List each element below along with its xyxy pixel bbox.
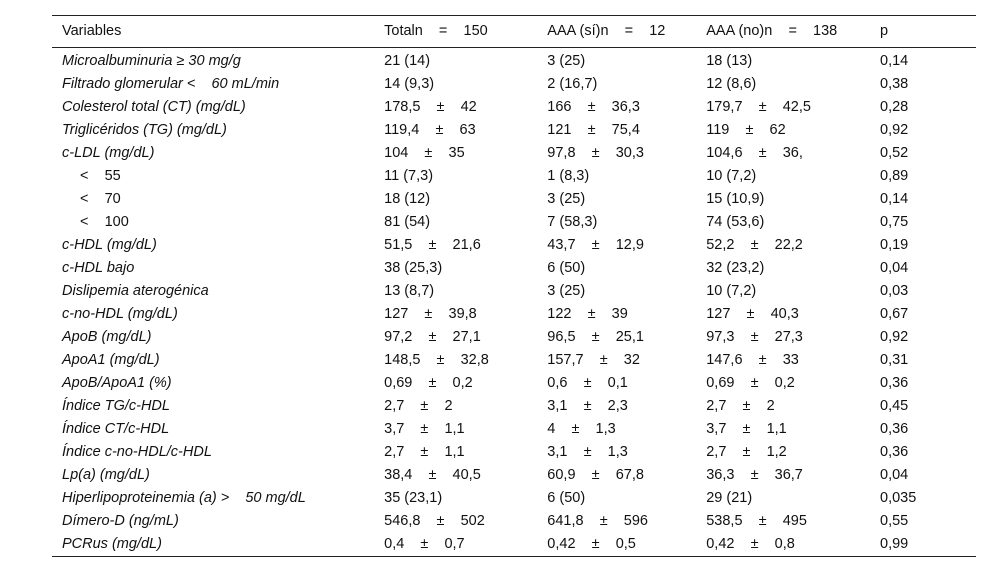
cell-p: 0,14 xyxy=(880,53,909,69)
cell-variable: Filtrado glomerular < 60 mL/min xyxy=(62,76,280,92)
header-total: Totaln = 150 xyxy=(384,23,488,39)
table-row xyxy=(52,418,976,441)
cell-aaa-no: 10 (7,2) xyxy=(706,283,757,299)
cell-variable: Colesterol total (CT) (mg/dL) xyxy=(62,99,246,115)
cell-variable: Microalbuminuria ≥ 30 mg/g xyxy=(62,53,241,69)
table-body xyxy=(52,48,976,557)
cell-variable: Hiperlipoproteinemia (a) > 50 mg/dL xyxy=(62,490,306,506)
cell-aaa-si: 6 (50) xyxy=(547,260,586,276)
cell-aaa-si: 7 (58,3) xyxy=(547,214,598,230)
cell-aaa-no: 18 (13) xyxy=(706,53,753,69)
cell-total: 38 (25,3) xyxy=(384,260,443,276)
cell-p: 0,36 xyxy=(880,421,909,437)
cell-p: 0,03 xyxy=(880,283,909,299)
cell-aaa-si: 641,8 ± 596 xyxy=(547,513,648,529)
cell-aaa-si: 60,9 ± 67,8 xyxy=(547,467,644,483)
cell-aaa-si: 1 (8,3) xyxy=(547,168,590,184)
cell-aaa-no: 2,7 ± 1,2 xyxy=(706,444,787,460)
cell-p: 0,04 xyxy=(880,260,909,276)
table-row xyxy=(52,188,976,211)
cell-p: 0,67 xyxy=(880,306,909,322)
cell-aaa-no: 36,3 ± 36,7 xyxy=(706,467,803,483)
cell-aaa-no: 119 ± 62 xyxy=(706,122,786,138)
table-row xyxy=(52,119,976,142)
cell-total: 35 (23,1) xyxy=(384,490,443,506)
cell-p: 0,89 xyxy=(880,168,909,184)
cell-total: 81 (54) xyxy=(384,214,431,230)
cell-aaa-si: 122 ± 39 xyxy=(547,306,628,322)
cell-total: 178,5 ± 42 xyxy=(384,99,477,115)
cell-total: 0,69 ± 0,2 xyxy=(384,375,473,391)
cell-p: 0,19 xyxy=(880,237,909,253)
cell-total: 546,8 ± 502 xyxy=(384,513,485,529)
table-row xyxy=(52,487,976,510)
table-row xyxy=(52,533,976,557)
cell-aaa-no: 104,6 ± 36, xyxy=(706,145,803,161)
table-row xyxy=(52,464,976,487)
cell-p: 0,14 xyxy=(880,191,909,207)
cell-aaa-no: 74 (53,6) xyxy=(706,214,765,230)
cell-aaa-si: 0,42 ± 0,5 xyxy=(547,536,636,552)
cell-aaa-no: 97,3 ± 27,3 xyxy=(706,329,803,345)
cell-total: 127 ± 39,8 xyxy=(384,306,477,322)
cell-p: 0,36 xyxy=(880,444,909,460)
cell-p: 0,04 xyxy=(880,467,909,483)
cell-total: 2,7 ± 2 xyxy=(384,398,453,414)
cell-aaa-no: 12 (8,6) xyxy=(706,76,757,92)
cell-variable: Dímero-D (ng/mL) xyxy=(62,513,179,529)
header-variables: Variables xyxy=(62,23,122,39)
cell-total: 38,4 ± 40,5 xyxy=(384,467,481,483)
cell-total: 11 (7,3) xyxy=(384,168,434,184)
cell-total: 0,4 ± 0,7 xyxy=(384,536,465,552)
table-row xyxy=(52,280,976,303)
cell-p: 0,45 xyxy=(880,398,909,414)
cell-p: 0,31 xyxy=(880,352,909,368)
cell-total: 3,7 ± 1,1 xyxy=(384,421,465,437)
table-row xyxy=(52,48,976,74)
cell-p: 0,28 xyxy=(880,99,909,115)
cell-total: 13 (8,7) xyxy=(384,283,435,299)
cell-variable: c-LDL (mg/dL) xyxy=(62,145,155,161)
cell-aaa-si: 97,8 ± 30,3 xyxy=(547,145,644,161)
cell-aaa-no: 15 (10,9) xyxy=(706,191,765,207)
cell-variable: Triglicéridos (TG) (mg/dL) xyxy=(62,122,227,138)
table-row xyxy=(52,395,976,418)
cell-aaa-no: 10 (7,2) xyxy=(706,168,757,184)
cell-aaa-si: 3,1 ± 1,3 xyxy=(547,444,628,460)
cell-aaa-si: 3 (25) xyxy=(547,191,586,207)
cell-aaa-si: 0,6 ± 0,1 xyxy=(547,375,628,391)
cell-variable: PCRus (mg/dL) xyxy=(62,536,162,552)
cell-total: 2,7 ± 1,1 xyxy=(384,444,465,460)
cell-variable: ApoB/ApoA1 (%) xyxy=(62,375,172,391)
table-row xyxy=(52,510,976,533)
table-row xyxy=(52,165,976,188)
cell-aaa-si: 6 (50) xyxy=(547,490,586,506)
cell-aaa-no: 52,2 ± 22,2 xyxy=(706,237,803,253)
table-row xyxy=(52,142,976,165)
cell-total: 119,4 ± 63 xyxy=(384,122,476,138)
cell-variable: < 70 xyxy=(80,191,121,207)
cell-aaa-no: 127 ± 40,3 xyxy=(706,306,799,322)
cell-total: 18 (12) xyxy=(384,191,431,207)
cell-p: 0,92 xyxy=(880,329,909,345)
cell-variable: Índice c-no-HDL/c-HDL xyxy=(62,444,212,460)
cell-p: 0,035 xyxy=(880,490,917,506)
cell-p: 0,92 xyxy=(880,122,909,138)
cell-aaa-no: 0,42 ± 0,8 xyxy=(706,536,795,552)
header-row xyxy=(52,16,976,48)
cell-aaa-si: 4 ± 1,3 xyxy=(547,421,616,437)
cell-variable: Índice CT/c-HDL xyxy=(62,421,170,437)
table-row xyxy=(52,326,976,349)
cell-variable: ApoA1 (mg/dL) xyxy=(62,352,160,368)
table-row xyxy=(52,372,976,395)
cell-variable: < 55 xyxy=(80,168,121,184)
cell-aaa-no: 179,7 ± 42,5 xyxy=(706,99,811,115)
table-row xyxy=(52,257,976,280)
cell-aaa-si: 3,1 ± 2,3 xyxy=(547,398,628,414)
cell-total: 14 (9,3) xyxy=(384,76,435,92)
cell-total: 148,5 ± 32,8 xyxy=(384,352,489,368)
cell-aaa-no: 3,7 ± 1,1 xyxy=(706,421,787,437)
cell-variable: c-no-HDL (mg/dL) xyxy=(62,306,178,322)
cell-aaa-si: 96,5 ± 25,1 xyxy=(547,329,644,345)
cell-p: 0,55 xyxy=(880,513,909,529)
cell-aaa-no: 2,7 ± 2 xyxy=(706,398,775,414)
cell-p: 0,99 xyxy=(880,536,909,552)
table-row xyxy=(52,349,976,372)
header-aaa-si: AAA (sí)n = 12 xyxy=(547,23,666,39)
cell-aaa-no: 147,6 ± 33 xyxy=(706,352,799,368)
cell-total: 104 ± 35 xyxy=(384,145,465,161)
cell-variable: Dislipemia aterogénica xyxy=(62,283,209,299)
cell-variable: Lp(a) (mg/dL) xyxy=(62,467,150,483)
cell-variable: c-HDL bajo xyxy=(62,260,135,276)
cell-aaa-no: 0,69 ± 0,2 xyxy=(706,375,795,391)
header-aaa-no: AAA (no)n = 138 xyxy=(706,23,838,39)
cell-aaa-no: 29 (21) xyxy=(706,490,753,506)
cell-aaa-si: 166 ± 36,3 xyxy=(547,99,640,115)
cell-variable: < 100 xyxy=(80,214,129,230)
table-row xyxy=(52,96,976,119)
cell-aaa-si: 2 (16,7) xyxy=(547,76,598,92)
cell-aaa-si: 3 (25) xyxy=(547,53,586,69)
cell-aaa-si: 121 ± 75,4 xyxy=(547,122,640,138)
cell-aaa-si: 157,7 ± 32 xyxy=(547,352,640,368)
cell-total: 97,2 ± 27,1 xyxy=(384,329,481,345)
cell-p: 0,75 xyxy=(880,214,909,230)
cell-total: 51,5 ± 21,6 xyxy=(384,237,481,253)
cell-p: 0,52 xyxy=(880,145,909,161)
cell-p: 0,38 xyxy=(880,76,909,92)
table-header xyxy=(52,16,976,48)
table-row xyxy=(52,303,976,326)
data-table xyxy=(52,15,976,557)
cell-aaa-no: 538,5 ± 495 xyxy=(706,513,807,529)
cell-variable: ApoB (mg/dL) xyxy=(62,329,152,345)
table-row xyxy=(52,73,976,96)
table-row xyxy=(52,211,976,234)
table-row xyxy=(52,234,976,257)
cell-p: 0,36 xyxy=(880,375,909,391)
cell-aaa-si: 43,7 ± 12,9 xyxy=(547,237,644,253)
cell-aaa-no: 32 (23,2) xyxy=(706,260,765,276)
header-p: p xyxy=(880,23,889,39)
cell-variable: Índice TG/c-HDL xyxy=(62,398,170,414)
cell-aaa-si: 3 (25) xyxy=(547,283,586,299)
table-row xyxy=(52,441,976,464)
cell-variable: c-HDL (mg/dL) xyxy=(62,237,157,253)
cell-total: 21 (14) xyxy=(384,53,431,69)
